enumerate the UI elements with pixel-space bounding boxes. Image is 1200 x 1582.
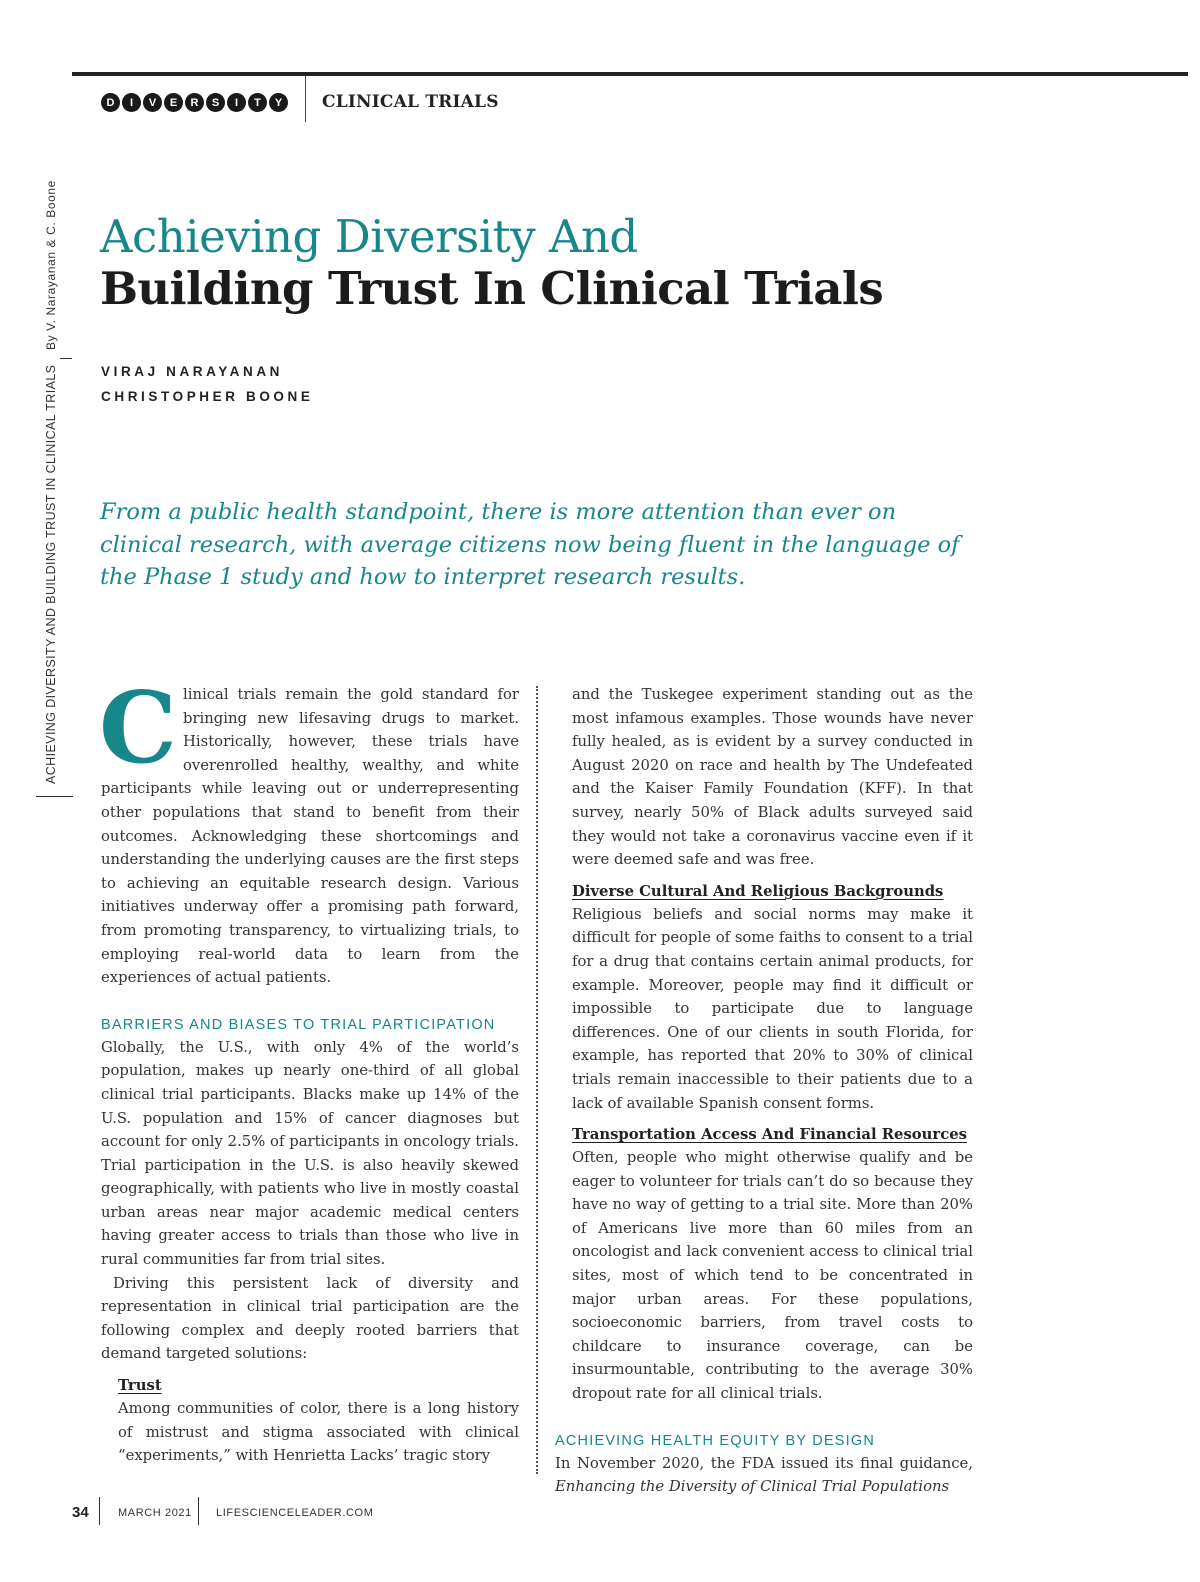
subhead-trust: Trust bbox=[118, 1377, 162, 1395]
headline-line-1: Achieving Diversity And bbox=[100, 210, 638, 263]
footer-divider bbox=[99, 1497, 100, 1525]
badge-letter: I bbox=[122, 93, 141, 112]
body-paragraph bbox=[555, 1452, 973, 1499]
intro-paragraph: linical trials remain the gold standard for bringing new lifesaving drugs to market. Historically, however, these trials have overenrolled healthy, wealthy, and white participants while leaving out or underrepresenting other populations that stand to benefit from their outcomes. Acknowledging these shortcomings and understanding the underlying causes are the first steps to achieving an equitable research design. Various initiatives underway offer a promising path forward, from promoting transparency, to virtualizing trials, to employing real-world data to learn from the experiences of actual patients. bbox=[101, 686, 519, 987]
body-column-right bbox=[555, 683, 973, 1499]
drop-cap: C bbox=[99, 671, 177, 786]
badge-letter: T bbox=[248, 93, 267, 112]
author-name: CHRISTOPHER BOONE bbox=[101, 389, 314, 404]
barrier-details bbox=[555, 683, 973, 1406]
deck-summary: From a public health standpoint, there is more attention than ever on clinical research, with average citizens now being fluent in the language of the Phase 1 study and how to interpret research results. bbox=[100, 499, 960, 590]
page-number: 34 bbox=[72, 1504, 89, 1521]
section-label: CLINICAL TRIALS bbox=[322, 92, 499, 112]
diversity-badge-row bbox=[101, 93, 288, 112]
side-running-title: ACHIEVING DIVERSITY AND BUILDING TRUST IN CLINICAL TRIALS bbox=[44, 364, 58, 784]
side-byline: By V. Narayanan & C. Boone bbox=[44, 180, 58, 350]
subhead-cultural: Diverse Cultural And Religious Backgrounds bbox=[572, 882, 944, 900]
body-paragraph: Among communities of color, there is a long history of mistrust and stigma associated with clinical “experiments,” with Henrietta Lacks’ tragic story bbox=[118, 1400, 519, 1465]
subhead-transportation: Transportation Access And Financial Resources bbox=[572, 1126, 967, 1144]
body-paragraph: Globally, the U.S., with only 4% of the world’s population, makes up nearly one-third of all global clinical trial participants. Blacks make up 14% of the U.S. population and 15% of cancer diagnoses but account for only 2.5% of participants in oncology trials. Trial participation in the U.S. is also heavily skewed geographically, with patients who live in mostly coastal urban areas near major academic medical centers having greater access to trials than those who live in rural communities far from trial sites. bbox=[101, 1038, 519, 1269]
badge-letter: D bbox=[101, 93, 120, 112]
badge-letter: V bbox=[143, 93, 162, 112]
side-divider bbox=[36, 796, 73, 797]
body-paragraph: and the Tuskegee experiment standing out as the most infamous examples. Those wounds have never fully healed, as is evident by a survey conducted in August 2020 on race and health by The Undefeated and the Kaiser Family Foundation (KFF). In that survey, nearly 50% of Black adults surveyed said they would not take a coronavirus vaccine even if it were deemed safe and was free. bbox=[572, 686, 973, 869]
author-name: VIRAJ NARAYANAN bbox=[101, 364, 284, 379]
subhead-barriers: BARRIERS AND BIASES TO TRIAL PARTICIPATION bbox=[101, 1016, 496, 1033]
body-paragraph: Religious beliefs and social norms may make it difficult for people of some faiths to consent to a trial for a drug that contains certain animal products, for example. Moreover, people may find it difficult or impossible to participate due to language differences. One of our clients in south Florida, for example, has reported that 20% to 30% of clinical trials remain inaccessible to their patients due to a lack of available Spanish consent forms. bbox=[572, 905, 973, 1112]
badge-letter: S bbox=[206, 93, 225, 112]
subhead-health-equity: ACHIEVING HEALTH EQUITY BY DESIGN bbox=[555, 1432, 875, 1449]
footer-divider bbox=[198, 1497, 199, 1525]
body-paragraph: Often, people who might otherwise qualify and be eager to volunteer for trials can’t do so because they have no way of getting to a trial site. More than 20% of Americans live more than 60 miles from an oncologist and lack convenient access to clinical trial sites, most of which tend to be concentrated in major urban areas. For these populations, socioeconomic barriers, from travel costs to childcare to insurance coverage, can be insurmountable, contributing to the average 30% dropout rate for all clinical trials. bbox=[572, 1149, 973, 1403]
header-divider bbox=[305, 76, 306, 122]
badge-letter: R bbox=[185, 93, 204, 112]
top-rule bbox=[72, 72, 1188, 76]
badge-letter: Y bbox=[269, 93, 288, 112]
website-link[interactable]: LIFESCIENCELEADER.COM bbox=[216, 1507, 374, 1519]
trust-block bbox=[101, 1375, 519, 1468]
body-paragraph: Driving this persistent lack of diversity and representation in clinical trial participation are the following complex and deeply rooted barriers that demand targeted solutions: bbox=[101, 1274, 519, 1363]
side-divider bbox=[60, 358, 72, 359]
badge-letter: E bbox=[164, 93, 183, 112]
body-column-left bbox=[99, 671, 519, 1468]
badge-letter: I bbox=[227, 93, 246, 112]
body-text: In November 2020, the FDA issued its final guidance, bbox=[555, 1454, 973, 1472]
column-divider bbox=[536, 686, 538, 1474]
guidance-title: Enhancing the Diversity of Clinical Trial Populations bbox=[555, 1478, 950, 1496]
headline-line-2: Building Trust In Clinical Trials bbox=[100, 262, 884, 315]
issue-date: MARCH 2021 bbox=[118, 1507, 192, 1519]
